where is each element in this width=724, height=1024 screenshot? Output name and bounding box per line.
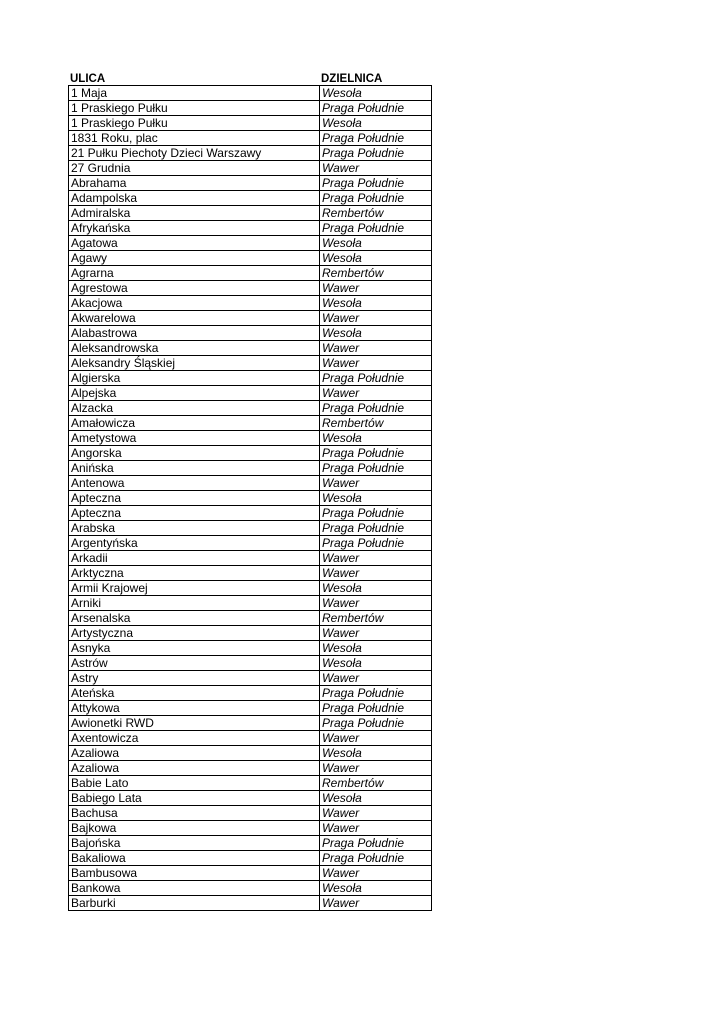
district-cell: Praga Południe	[320, 401, 432, 416]
table-row	[69, 296, 432, 311]
table-row	[69, 686, 432, 701]
table-body	[69, 86, 432, 911]
district-cell: Wawer	[320, 896, 432, 911]
table-row	[69, 896, 432, 911]
district-cell: Wesoła	[320, 86, 432, 101]
table-row	[69, 551, 432, 566]
table-row	[69, 311, 432, 326]
street-cell: Apteczna	[69, 506, 320, 521]
district-cell: Wesoła	[320, 581, 432, 596]
street-cell: Astry	[69, 671, 320, 686]
table-row	[69, 641, 432, 656]
table-row	[69, 146, 432, 161]
street-cell: Babie Lato	[69, 776, 320, 791]
table-row	[69, 86, 432, 101]
street-cell: Agrarna	[69, 266, 320, 281]
table-row	[69, 881, 432, 896]
district-cell: Wesoła	[320, 491, 432, 506]
district-cell: Rembertów	[320, 266, 432, 281]
district-cell: Wawer	[320, 671, 432, 686]
district-cell: Praga Południe	[320, 506, 432, 521]
district-cell: Praga Południe	[320, 371, 432, 386]
street-cell: Agawy	[69, 251, 320, 266]
district-cell: Rembertów	[320, 611, 432, 626]
street-cell: Bambusowa	[69, 866, 320, 881]
street-cell: Alzacka	[69, 401, 320, 416]
district-cell: Wesoła	[320, 791, 432, 806]
street-cell: Asnyka	[69, 641, 320, 656]
street-cell: Antenowa	[69, 476, 320, 491]
district-cell: Wesoła	[320, 746, 432, 761]
district-cell: Wesoła	[320, 656, 432, 671]
district-cell: Praga Południe	[320, 536, 432, 551]
street-cell: 1 Maja	[69, 86, 320, 101]
street-cell: 27 Grudnia	[69, 161, 320, 176]
district-cell: Wesoła	[320, 641, 432, 656]
table-row	[69, 566, 432, 581]
street-cell: Arniki	[69, 596, 320, 611]
district-cell: Wawer	[320, 311, 432, 326]
table-row	[69, 611, 432, 626]
table-row	[69, 356, 432, 371]
district-cell: Wawer	[320, 806, 432, 821]
street-cell: Bankowa	[69, 881, 320, 896]
table-row	[69, 446, 432, 461]
street-cell: Axentowicza	[69, 731, 320, 746]
street-table	[68, 85, 432, 911]
table-row	[69, 341, 432, 356]
district-cell: Praga Południe	[320, 836, 432, 851]
table-row	[69, 371, 432, 386]
table-row	[69, 581, 432, 596]
street-cell: Akacjowa	[69, 296, 320, 311]
street-cell: Arktyczna	[69, 566, 320, 581]
district-cell: Praga Południe	[320, 446, 432, 461]
street-column-header: ULICA	[70, 73, 106, 85]
table-row	[69, 761, 432, 776]
street-cell: Artystyczna	[69, 626, 320, 641]
street-cell: Algierska	[69, 371, 320, 386]
district-cell: Wawer	[320, 626, 432, 641]
street-cell: Agrestowa	[69, 281, 320, 296]
table-row	[69, 116, 432, 131]
street-cell: 21 Pułku Piechoty Dzieci Warszawy	[69, 146, 320, 161]
table-row	[69, 866, 432, 881]
street-cell: Astrów	[69, 656, 320, 671]
table-row	[69, 251, 432, 266]
street-district-sheet	[68, 69, 432, 911]
district-cell: Wesoła	[320, 881, 432, 896]
table-row	[69, 281, 432, 296]
district-cell: Wawer	[320, 821, 432, 836]
street-cell: Awionetki RWD	[69, 716, 320, 731]
street-cell: Ateńska	[69, 686, 320, 701]
table-row	[69, 701, 432, 716]
table-row	[69, 536, 432, 551]
district-cell: Praga Południe	[320, 101, 432, 116]
table-row	[69, 401, 432, 416]
table-row	[69, 161, 432, 176]
street-cell: Bajkowa	[69, 821, 320, 836]
table-row	[69, 836, 432, 851]
district-cell: Wawer	[320, 476, 432, 491]
table-row	[69, 791, 432, 806]
district-cell: Wawer	[320, 566, 432, 581]
district-cell: Praga Południe	[320, 686, 432, 701]
table-row	[69, 626, 432, 641]
street-cell: Anińska	[69, 461, 320, 476]
table-row	[69, 266, 432, 281]
street-cell: Alabastrowa	[69, 326, 320, 341]
table-row	[69, 656, 432, 671]
street-cell: Azaliowa	[69, 761, 320, 776]
table-row	[69, 506, 432, 521]
district-cell: Wawer	[320, 341, 432, 356]
street-cell: Bajońska	[69, 836, 320, 851]
district-cell: Praga Południe	[320, 131, 432, 146]
district-cell: Wesoła	[320, 251, 432, 266]
street-cell: Argentyńska	[69, 536, 320, 551]
street-cell: Agatowa	[69, 236, 320, 251]
table-row	[69, 746, 432, 761]
district-cell: Praga Południe	[320, 191, 432, 206]
district-column-header: DZIELNICA	[321, 73, 383, 85]
table-row	[69, 221, 432, 236]
table-row	[69, 851, 432, 866]
district-cell: Wawer	[320, 281, 432, 296]
district-cell: Praga Południe	[320, 716, 432, 731]
table-row	[69, 491, 432, 506]
street-cell: Amałowicza	[69, 416, 320, 431]
table-row	[69, 191, 432, 206]
district-cell: Wesoła	[320, 116, 432, 131]
street-cell: 1831 Roku, plac	[69, 131, 320, 146]
table-row	[69, 461, 432, 476]
district-cell: Rembertów	[320, 206, 432, 221]
table-row	[69, 101, 432, 116]
district-cell: Rembertów	[320, 776, 432, 791]
street-cell: Attykowa	[69, 701, 320, 716]
street-cell: Ametystowa	[69, 431, 320, 446]
street-cell: Admiralska	[69, 206, 320, 221]
street-cell: Abrahama	[69, 176, 320, 191]
street-cell: Bakaliowa	[69, 851, 320, 866]
table-row	[69, 776, 432, 791]
table-row	[69, 206, 432, 221]
table-row	[69, 671, 432, 686]
table-row	[69, 176, 432, 191]
table-row	[69, 476, 432, 491]
district-cell: Wesoła	[320, 296, 432, 311]
street-cell: Barburki	[69, 896, 320, 911]
street-cell: Angorska	[69, 446, 320, 461]
street-cell: Afrykańska	[69, 221, 320, 236]
district-cell: Wawer	[320, 866, 432, 881]
district-cell: Wawer	[320, 731, 432, 746]
district-cell: Wesoła	[320, 431, 432, 446]
table-row	[69, 821, 432, 836]
district-cell: Praga Południe	[320, 461, 432, 476]
district-cell: Wawer	[320, 161, 432, 176]
table-row	[69, 596, 432, 611]
street-cell: Aleksandrowska	[69, 341, 320, 356]
district-cell: Praga Południe	[320, 701, 432, 716]
district-cell: Wawer	[320, 596, 432, 611]
table-row	[69, 521, 432, 536]
table-row	[69, 326, 432, 341]
street-cell: Arkadii	[69, 551, 320, 566]
district-cell: Praga Południe	[320, 521, 432, 536]
street-cell: Arsenalska	[69, 611, 320, 626]
district-cell: Rembertów	[320, 416, 432, 431]
street-cell: Apteczna	[69, 491, 320, 506]
table-row	[69, 131, 432, 146]
district-cell: Wesoła	[320, 326, 432, 341]
street-cell: 1 Praskiego Pułku	[69, 116, 320, 131]
street-cell: Arabska	[69, 521, 320, 536]
street-cell: Adampolska	[69, 191, 320, 206]
street-cell: Bachusa	[69, 806, 320, 821]
district-cell: Wawer	[320, 551, 432, 566]
street-cell: Akwarelowa	[69, 311, 320, 326]
table-row	[69, 236, 432, 251]
street-cell: Aleksandry Śląskiej	[69, 356, 320, 371]
district-cell: Wesoła	[320, 236, 432, 251]
table-row	[69, 731, 432, 746]
table-row	[69, 716, 432, 731]
district-cell: Wawer	[320, 761, 432, 776]
table-row	[69, 806, 432, 821]
table-row	[69, 416, 432, 431]
district-cell: Praga Południe	[320, 851, 432, 866]
street-cell: Alpejska	[69, 386, 320, 401]
header-row	[68, 69, 432, 85]
street-cell: Azaliowa	[69, 746, 320, 761]
street-cell: 1 Praskiego Pułku	[69, 101, 320, 116]
district-cell: Praga Południe	[320, 176, 432, 191]
street-cell: Babiego Lata	[69, 791, 320, 806]
district-cell: Praga Południe	[320, 221, 432, 236]
table-row	[69, 386, 432, 401]
district-cell: Wawer	[320, 386, 432, 401]
street-cell: Armii Krajowej	[69, 581, 320, 596]
district-cell: Wawer	[320, 356, 432, 371]
table-row	[69, 431, 432, 446]
district-cell: Praga Południe	[320, 146, 432, 161]
